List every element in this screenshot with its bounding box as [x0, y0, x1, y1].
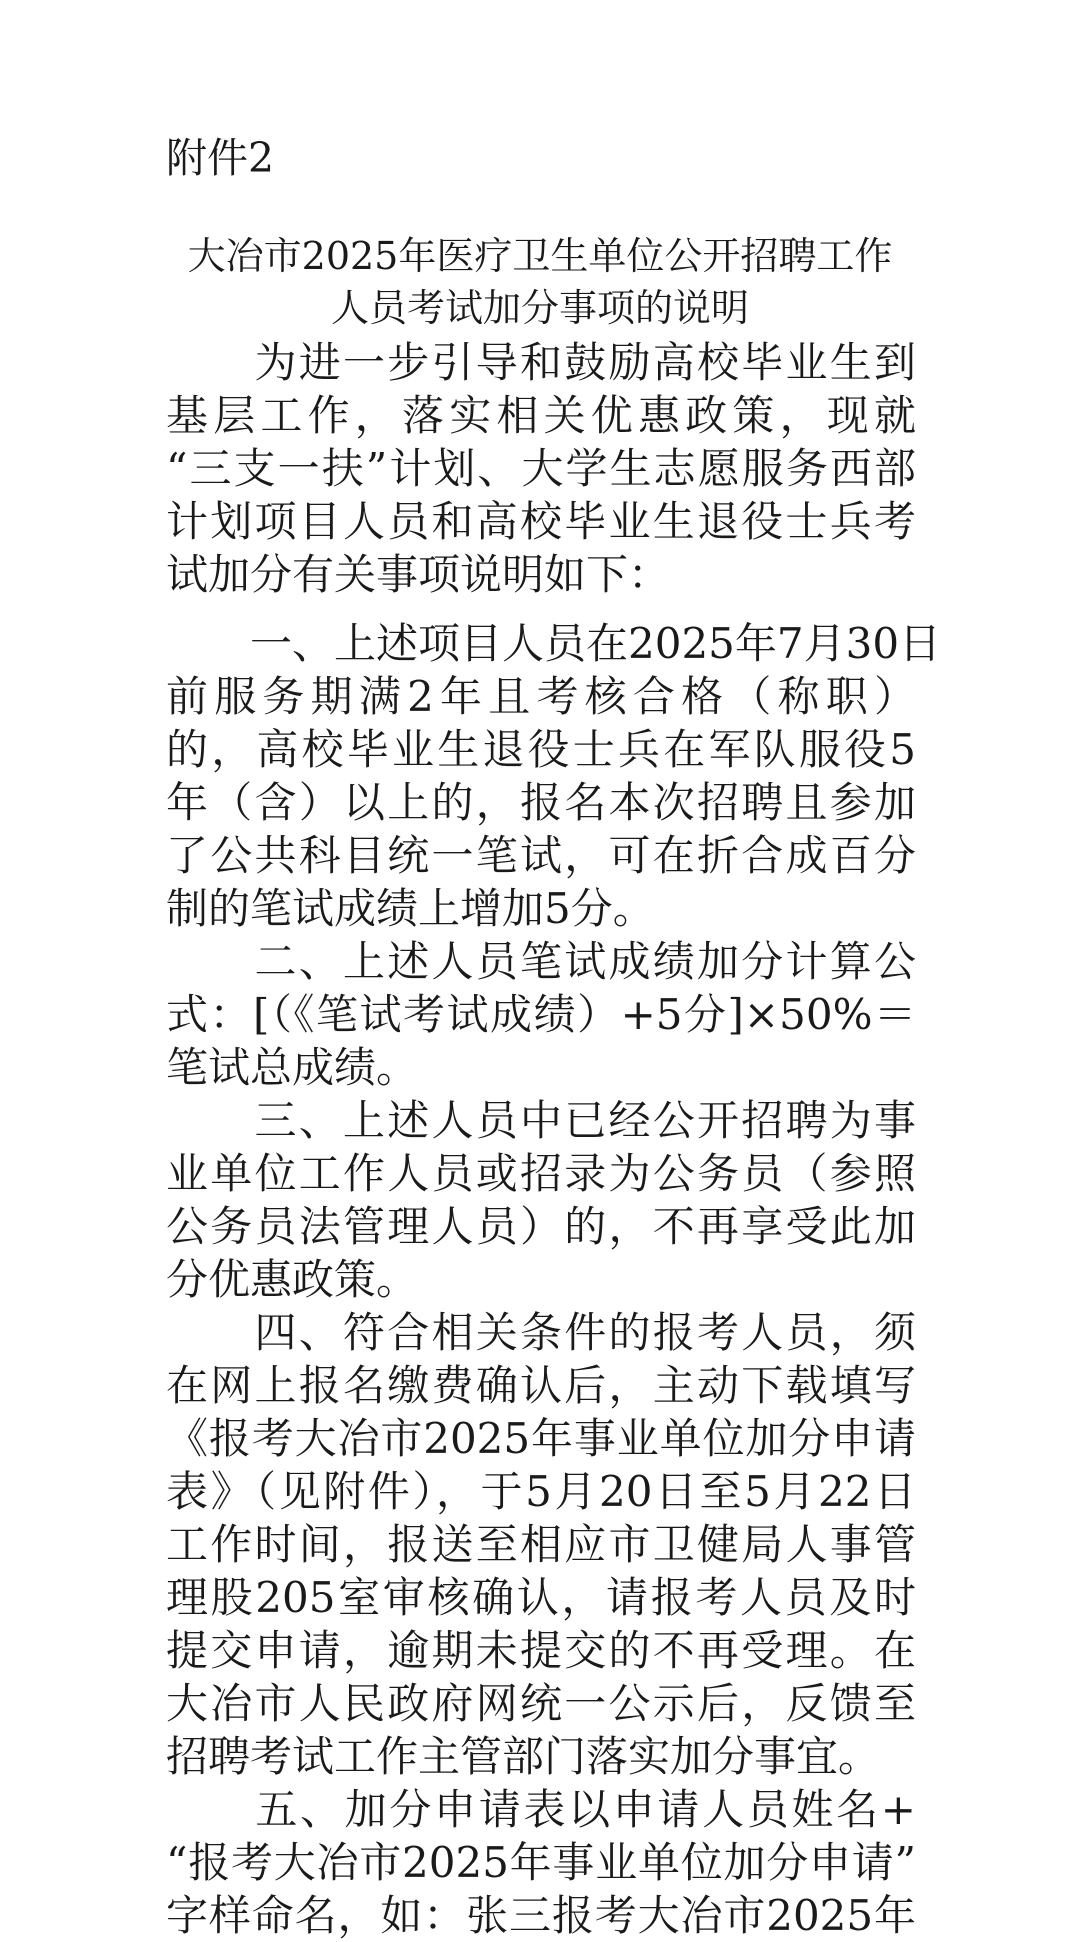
paragraph-line: 基层工作，落实相关优惠政策，现就: [166, 391, 916, 440]
paragraph-line: 年（含）以上的，报名本次招聘且参加: [166, 778, 916, 827]
paragraph-line: 二、上述人员笔试成绩加分计算公: [166, 937, 916, 986]
paragraph-line: 试加分有关事项说明如下：: [166, 550, 671, 599]
paragraph-line: 公务员法管理人员）的，不再享受此加: [166, 1202, 916, 1251]
paragraph-item-2: [166, 935, 916, 1094]
paragraph-item-3: [166, 1094, 916, 1306]
document-title: [166, 230, 914, 334]
paragraph-line: 大冶市人民政府网统一公示后，反馈至: [166, 1679, 916, 1728]
paragraph-item-5: [166, 1783, 916, 1942]
paragraph-line: 在网上报名缴费确认后，主动下载填写: [166, 1361, 916, 1410]
paragraph-line: “三支一扶”计划、大学生志愿服务西部: [166, 444, 916, 493]
document-body: [166, 336, 942, 1942]
paragraph-line: 了公共科目统一笔试，可在折合成百分: [166, 831, 916, 880]
paragraph-line: 字样命名，如：张三报考大冶市2025年: [166, 1891, 916, 1940]
paragraph-line: 笔试总成绩。: [166, 1043, 419, 1092]
paragraph-intro: [166, 336, 916, 601]
paragraph-line: 表》（见附件），于5月20日至5月22日: [166, 1467, 916, 1516]
attachment-label: 附件2: [166, 134, 275, 182]
paragraph-line: 式：[（《笔试考试成绩）+5分]×50%＝: [166, 990, 916, 1039]
paragraph-item-4: [166, 1306, 916, 1783]
paragraph-line: 工作时间，报送至相应市卫健局人事管: [166, 1520, 916, 1569]
paragraph-line: 理股205室审核确认，请报考人员及时: [166, 1573, 916, 1622]
paragraph-line: 一、上述项目人员在2025年7月30日: [166, 619, 942, 668]
paragraph-line: 四、符合相关条件的报考人员，须: [166, 1308, 916, 1357]
paragraph-item-1: [166, 617, 942, 935]
paragraph-line: 三、上述人员中已经公开招聘为事: [166, 1096, 916, 1145]
paragraph-line: 为进一步引导和鼓励高校毕业生到: [166, 338, 916, 387]
paragraph-line: 的，高校毕业生退役士兵在军队服役5: [166, 725, 916, 774]
document-title-line-2: 人员考试加分事项的说明: [330, 286, 749, 330]
paragraph-line: 《报考大冶市2025年事业单位加分申请: [166, 1414, 916, 1463]
paragraph-line: 五、加分申请表以申请人员姓名+: [166, 1785, 916, 1834]
paragraph-line: 制的笔试成绩上增加5分。: [166, 884, 655, 933]
paragraph-line: 业单位工作人员或招录为公务员（参照: [166, 1149, 916, 1198]
paragraph-line: 提交申请，逾期未提交的不再受理。在: [166, 1626, 916, 1675]
paragraph-line: 前服务期满2年且考核合格（称职）: [166, 672, 916, 721]
paragraph-line: 计划项目人员和高校毕业生退役士兵考: [166, 497, 916, 546]
paragraph-line: “报考大冶市2025年事业单位加分申请”: [166, 1838, 916, 1887]
document-title-line-1: 大冶市2025年医疗卫生单位公开招聘工作: [187, 234, 893, 278]
paragraph-line: 招聘考试工作主管部门落实加分事宜。: [166, 1732, 881, 1781]
paragraph-line: 分优惠政策。: [166, 1255, 419, 1304]
